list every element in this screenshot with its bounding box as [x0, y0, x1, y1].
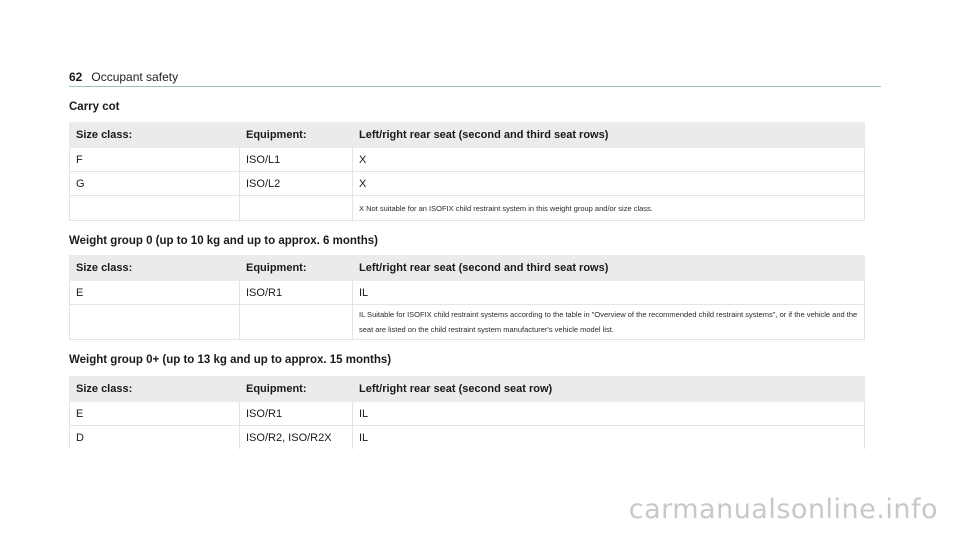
empty-cell — [70, 305, 240, 340]
cell-size-class: E — [70, 281, 240, 305]
column-header-seat: Left/right rear seat (second seat row) — [353, 377, 865, 402]
table-row — [70, 426, 865, 450]
chapter-title: Occupant safety — [91, 70, 179, 84]
cell-equipment: ISO/L1 — [240, 148, 353, 172]
section-title-weight-group-0-plus: Weight group 0+ (up to 13 kg and up to approx. 15 months) — [69, 354, 392, 366]
table-row — [70, 281, 865, 305]
carry-cot-table — [69, 122, 865, 221]
watermark: carmanualsonline.info — [628, 494, 938, 525]
column-header-size-class: Size class: — [70, 256, 240, 281]
table-row — [70, 172, 865, 196]
cell-seat: X — [353, 148, 865, 172]
column-header-size-class: Size class: — [70, 377, 240, 402]
cell-equipment: ISO/R1 — [240, 281, 353, 305]
table-footnote: IL Suitable for ISOFIX child restraint systems according to the table in "Overview of the recommended child restraint systems", or if the vehicle and the seat are listed on the child restraint system manufacturer's vehicle model list. — [353, 305, 865, 340]
empty-cell — [240, 196, 353, 221]
section-title-carry-cot: Carry cot — [69, 101, 120, 113]
table-note-row — [70, 305, 865, 340]
cell-size-class: E — [70, 402, 240, 426]
cell-seat: IL — [353, 402, 865, 426]
cell-seat: IL — [353, 426, 865, 450]
column-header-equipment: Equipment: — [240, 377, 353, 402]
cell-size-class: D — [70, 426, 240, 450]
column-header-equipment: Equipment: — [240, 256, 353, 281]
cell-size-class: F — [70, 148, 240, 172]
table-row — [70, 148, 865, 172]
table-footnote: X Not suitable for an ISOFIX child restraint system in this weight group and/or size class. — [353, 196, 865, 221]
page-number: 62 — [69, 70, 83, 84]
column-header-seat: Left/right rear seat (second and third seat rows) — [353, 123, 865, 148]
empty-cell — [240, 305, 353, 340]
table-header-row — [70, 256, 865, 281]
cell-equipment: ISO/L2 — [240, 172, 353, 196]
page-header — [69, 70, 178, 84]
table-header-row — [70, 377, 865, 402]
column-header-seat: Left/right rear seat (second and third seat rows) — [353, 256, 865, 281]
cell-seat: X — [353, 172, 865, 196]
table-header-row — [70, 123, 865, 148]
table-note-row — [70, 196, 865, 221]
column-header-equipment: Equipment: — [240, 123, 353, 148]
cell-equipment: ISO/R1 — [240, 402, 353, 426]
cell-equipment: ISO/R2, ISO/R2X — [240, 426, 353, 450]
cell-seat: IL — [353, 281, 865, 305]
table-row — [70, 402, 865, 426]
header-divider — [69, 86, 881, 87]
empty-cell — [70, 196, 240, 221]
cell-size-class: G — [70, 172, 240, 196]
weight-group-0-table — [69, 255, 865, 340]
section-title-weight-group-0: Weight group 0 (up to 10 kg and up to approx. 6 months) — [69, 235, 379, 247]
weight-group-0-plus-table — [69, 376, 865, 449]
column-header-size-class: Size class: — [70, 123, 240, 148]
